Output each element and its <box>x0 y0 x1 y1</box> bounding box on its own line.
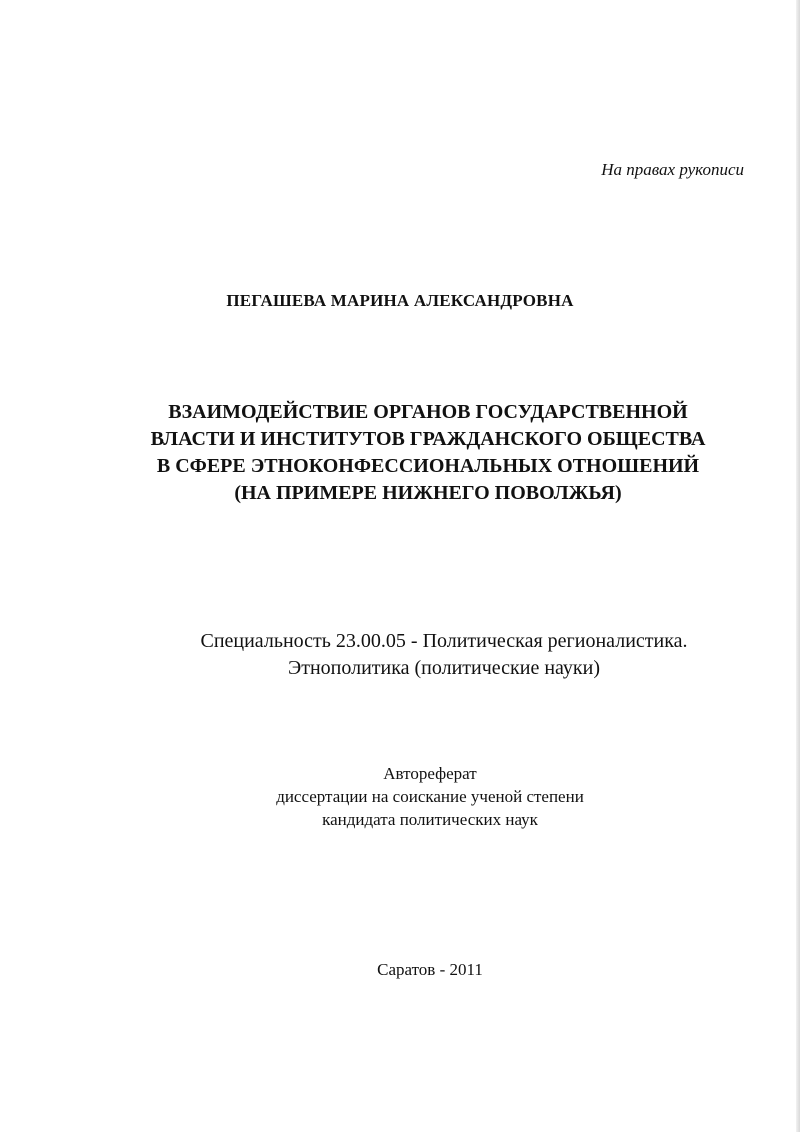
author-name: ПЕГАШЕВА МАРИНА АЛЕКСАНДРОВНА <box>226 291 574 310</box>
abstract-line: диссертации на соискание ученой степени <box>276 787 584 806</box>
specialty-line: Этнополитика (политические науки) <box>288 657 600 679</box>
abstract-line: Автореферат <box>383 764 477 783</box>
rights-note: На правах рукописи <box>601 160 744 179</box>
title-line: (НА ПРИМЕРЕ НИЖНЕГО ПОВОЛЖЬЯ) <box>234 482 622 504</box>
title-line: ВЗАИМОДЕЙСТВИЕ ОРГАНОВ ГОСУДАРСТВЕННОЙ <box>168 401 688 423</box>
dissertation-title <box>0 399 800 507</box>
abstract-line: кандидата политических наук <box>322 810 538 829</box>
title-line: ВЛАСТИ И ИНСТИТУТОВ ГРАЖДАНСКОГО ОБЩЕСТВА <box>150 428 706 450</box>
specialty-line: Специальность 23.00.05 - Политическая регионалистика. <box>200 630 688 652</box>
abstract-block <box>0 762 800 831</box>
place-and-year: Саратов - 2011 <box>377 960 483 979</box>
title-line: В СФЕРЕ ЭТНОКОНФЕССИОНАЛЬНЫХ ОТНОШЕНИЙ <box>156 455 700 477</box>
specialty-block <box>0 628 800 682</box>
